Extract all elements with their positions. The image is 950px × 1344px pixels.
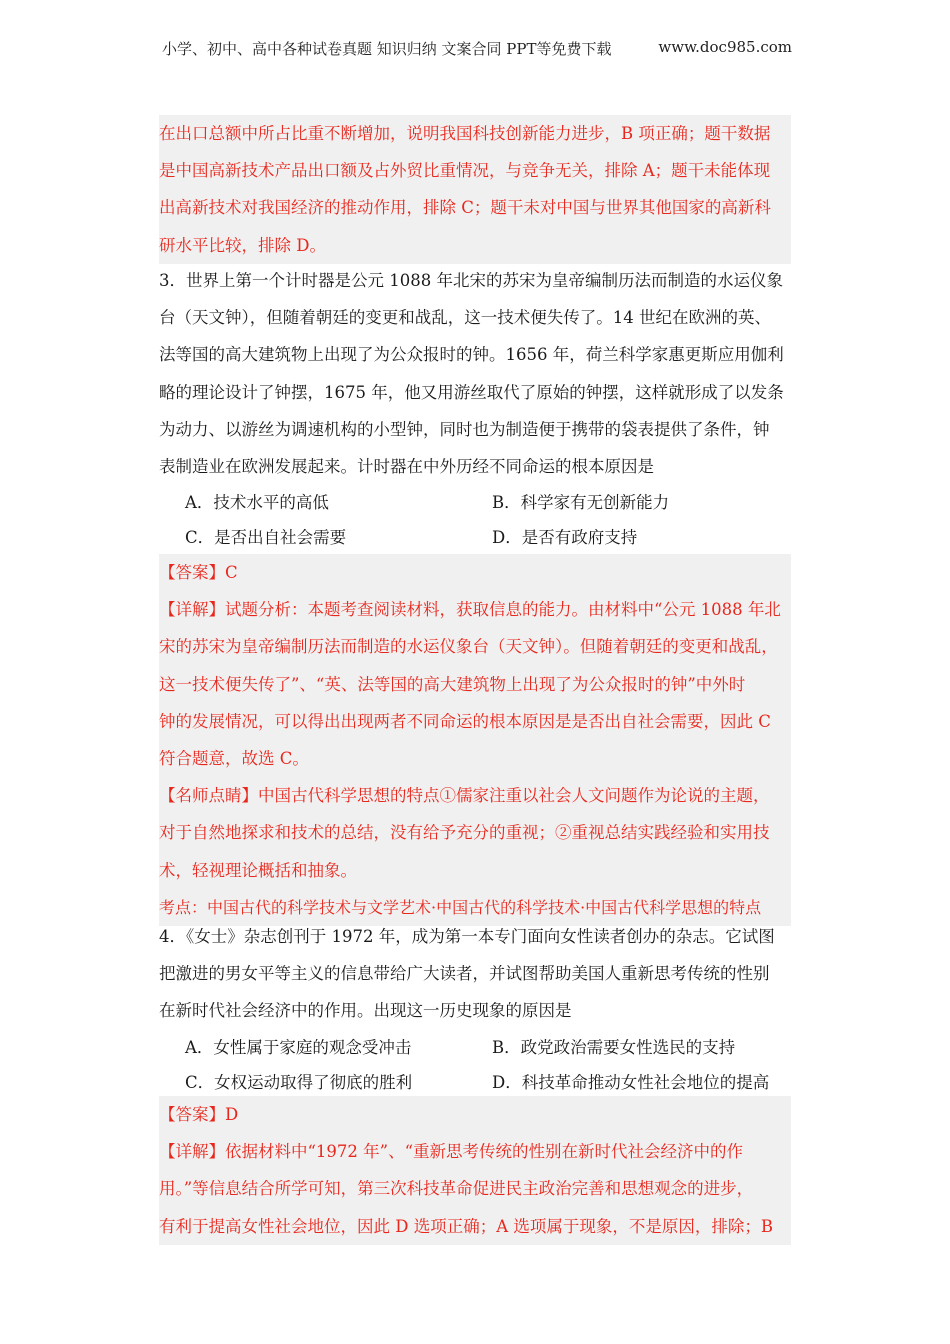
question-stem-line: 略的理论设计了钟摆，1675 年，他又用游丝取代了原始的钟摆，这样就形成了以发条	[159, 382, 784, 402]
answer-line	[159, 1096, 791, 1133]
explanation-line: 研水平比较，排除 D。	[159, 235, 326, 255]
question-3	[159, 262, 791, 555]
answer-tag: 【答案】	[159, 1105, 225, 1124]
detail-line: 用。”等信息结合所学可知，第三次科技革命促进民主政治完善和思想观念的进步，	[159, 1179, 754, 1199]
detail-line: 这一技术便失传了”、“英、法等国的高大建筑物上出现了为公众报时的钟”中外时	[159, 674, 746, 694]
option-d: D．是否有政府支持	[492, 528, 638, 548]
answer-value: C	[225, 563, 238, 582]
explanation-line: 出高新技术对我国经济的推动作用，排除 C；题干未对中国与世界其他国家的高新科	[159, 198, 771, 218]
option-a: A．女性属于家庭的观念受冲击	[185, 1037, 412, 1057]
header-website: www.doc985.com	[658, 38, 792, 56]
question-stem-line: 4．《女士》杂志创刊于 1972 年，成为第一本专门面向女性读者创办的杂志。它试图	[159, 927, 775, 946]
option-d: D．科技革命推动女性社会地位的提高	[492, 1072, 770, 1092]
detail-tag: 【详解】	[159, 600, 225, 620]
question-stem-line: 在新时代社会经济中的作用。出现这一历史现象的原因是	[159, 1001, 572, 1021]
option-b: B．科学家有无创新能力	[492, 493, 670, 513]
answer-line	[159, 554, 791, 591]
teacher-tag: 【名师点睛】	[159, 786, 258, 806]
teacher-line: 术，轻视理论概括和抽象。	[159, 860, 357, 880]
options-row	[159, 485, 791, 520]
options-row	[159, 520, 791, 555]
option-a: A．技术水平的高低	[185, 493, 329, 513]
kaodian-line: 考点：中国古代的科学技术与文学艺术·中国古代的科学技术·中国古代科学思想的特点	[159, 897, 762, 917]
detail-text: 依据材料中“1972 年”、“重新思考传统的性别在新时代社会经济中的作	[225, 1142, 744, 1162]
answer-block-q4	[159, 1096, 791, 1245]
question-stem-line: 为动力、以游丝为调速机构的小型钟，同时也为制造便于携带的袋表提供了条件，钟	[159, 419, 770, 439]
page-header	[162, 38, 792, 59]
question-stem-line: 表制造业在欧洲发展起来。计时器在中外历经不同命运的根本原因是	[159, 456, 654, 476]
teacher-line	[159, 777, 791, 814]
option-b: B．政党政治需要女性选民的支持	[492, 1037, 736, 1057]
explanation-line: 在出口总额中所占比重不断增加，说明我国科技创新能力进步，B 项正确；题干数据	[159, 124, 771, 143]
detail-line: 符合题意，故选 C。	[159, 748, 309, 768]
question-stem-line: 台（天文钟），但随着朝廷的变更和战乱，这一技术便失传了。14 世纪在欧洲的英、	[159, 308, 771, 328]
header-left-text: 小学、初中、高中各种试卷真题 知识归纳 文案合同 PPT等免费下载	[162, 40, 612, 58]
teacher-text: 中国古代科学思想的特点①儒家注重以社会人文问题作为论说的主题，	[258, 786, 770, 806]
option-c: C．女权运动取得了彻底的胜利	[185, 1072, 413, 1092]
question-stem-line: 把激进的男女平等主义的信息带给广大读者，并试图帮助美国人重新思考传统的性别	[159, 964, 770, 984]
detail-line: 钟的发展情况，可以得出出现两者不同命运的根本原因是是否出自社会需要，因此 C	[159, 711, 771, 731]
options-row	[159, 1065, 791, 1100]
detail-tag: 【详解】	[159, 1142, 225, 1162]
options-row	[159, 1030, 791, 1065]
detail-line: 有利于提高女性社会地位，因此 D 选项正确；A 选项属于现象，不是原因，排除；B	[159, 1216, 774, 1236]
detail-line	[159, 591, 791, 628]
explanation-line: 是中国高新技术产品出口额及占外贸比重情况，与竞争无关，排除 A；题干未能体现	[159, 161, 771, 181]
question-4	[159, 918, 791, 1100]
answer-value: D	[225, 1105, 239, 1124]
option-c: C．是否出自社会需要	[185, 528, 347, 548]
answer-block-q3	[159, 554, 791, 926]
detail-line: 宋的苏宋为皇帝编制历法而制造的水运仪象台（天文钟）。但随着朝廷的变更和战乱，	[159, 637, 778, 657]
teacher-line: 对于自然地探求和技术的总结，没有给予充分的重视；②重视总结实践经验和实用技	[159, 823, 770, 843]
answer-tag: 【答案】	[159, 563, 225, 582]
question-stem-line: 3．世界上第一个计时器是公元 1088 年北宋的苏宋为皇帝编制历法而制造的水运仪象	[159, 271, 783, 290]
question-stem-line: 法等国的高大建筑物上出现了为公众报时的钟。1656 年，荷兰科学家惠更斯应用伽利	[159, 345, 784, 365]
explanation-block-q2	[159, 115, 791, 264]
detail-line	[159, 1133, 791, 1170]
detail-text: 试题分析：本题考查阅读材料，获取信息的能力。由材料中“公元 1088 年北	[225, 600, 781, 620]
